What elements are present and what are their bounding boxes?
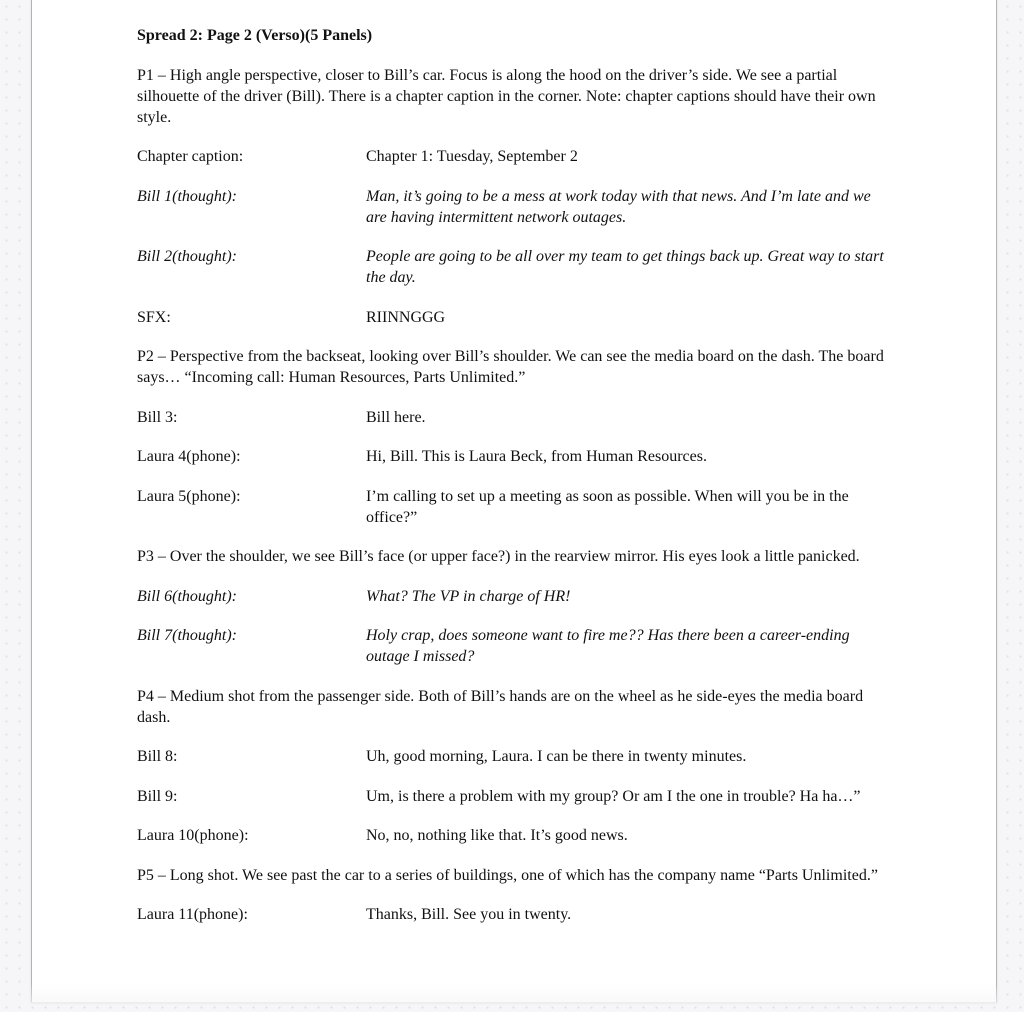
script-cue-row <box>137 486 885 528</box>
cue-dialogue: Chapter 1: Tuesday, September 2 <box>366 148 578 165</box>
cue-label: Bill 8: <box>137 748 178 765</box>
script-cue-row <box>137 186 885 228</box>
script-cue-row <box>137 246 885 288</box>
cue-dialogue: What? The VP in charge of HR! <box>366 587 571 605</box>
cue-dialogue: I’m calling to set up a meeting as soon as possible. When will you be in the office?” <box>366 487 849 526</box>
cue-dialogue: People are going to be all over my team to get things back up. Great way to start the day. <box>366 248 884 286</box>
cue-dialogue: Man, it’s going to be a mess at work today with that news. And I’m late and we are having intermittent network outages. <box>366 187 871 226</box>
script-cue-row <box>137 625 885 667</box>
cue-dialogue: Um, is there a problem with my group? Or am I the one in trouble? Ha ha…” <box>366 787 861 805</box>
script-blocks <box>137 65 885 926</box>
panel-description: P1 – High angle perspective, closer to Bill’s car. Focus is along the hood on the driver’s side. We see a partial silhouette of the driver (Bill). There is a chapter caption in the corner. Note: chapter captions should have their own style. <box>137 66 876 126</box>
cue-label: Bill 2(thought): <box>137 248 237 265</box>
cue-label: Laura 5(phone): <box>137 487 241 505</box>
script-cue-row <box>137 825 885 846</box>
cue-dialogue: No, no, nothing like that. It’s good news. <box>366 827 628 844</box>
cue-label: Bill 6(thought): <box>137 587 237 605</box>
cue-label: Bill 7(thought): <box>137 627 237 644</box>
cue-label: Laura 4(phone): <box>137 448 241 465</box>
cue-dialogue: Holy crap, does someone want to fire me?? Has there been a career-ending outage I missed? <box>366 627 850 665</box>
script-cue-row <box>137 407 885 428</box>
script-cue-row <box>137 586 885 607</box>
script-cue-row <box>137 307 885 328</box>
document-page[interactable] <box>31 0 997 1003</box>
script-heading: Spread 2: Page 2 (Verso)(5 Panels) <box>137 27 373 44</box>
panel-description: P2 – Perspective from the backseat, looking over Bill’s shoulder. We can see the media board on the dash. The board says… “Incoming call: Human Resources, Parts Unlimited.” <box>137 348 884 386</box>
script-cue-row <box>137 446 885 467</box>
cue-label: Bill 1(thought): <box>137 187 237 205</box>
panel-description: P5 – Long shot. We see past the car to a series of buildings, one of which has the company name “Parts Unlimited.” <box>137 866 878 884</box>
script-cue-row <box>137 746 885 767</box>
script-cue-row <box>137 786 885 807</box>
script-cue-row <box>137 904 885 925</box>
cue-dialogue: RIINNGGG <box>366 308 446 326</box>
cue-label: SFX: <box>137 308 171 326</box>
cue-label: Chapter caption: <box>137 148 244 165</box>
cue-label: Laura 10(phone): <box>137 827 249 844</box>
cue-label: Laura 11(phone): <box>137 906 248 923</box>
script-cue-row <box>137 146 885 167</box>
cue-dialogue: Uh, good morning, Laura. I can be there in twenty minutes. <box>366 748 747 765</box>
document-content <box>137 25 885 944</box>
cue-label: Bill 3: <box>137 408 178 426</box>
cue-label: Bill 9: <box>137 787 178 805</box>
panel-description: P4 – Medium shot from the passenger side. Both of Bill’s hands are on the wheel as he side-eyes the media board dash. <box>137 687 864 726</box>
panel-description: P3 – Over the shoulder, we see Bill’s face (or upper face?) in the rearview mirror. His eyes look a little panicked. <box>137 548 860 565</box>
cue-dialogue: Thanks, Bill. See you in twenty. <box>366 906 572 923</box>
cue-dialogue: Bill here. <box>366 408 426 426</box>
cue-dialogue: Hi, Bill. This is Laura Beck, from Human Resources. <box>366 448 707 465</box>
